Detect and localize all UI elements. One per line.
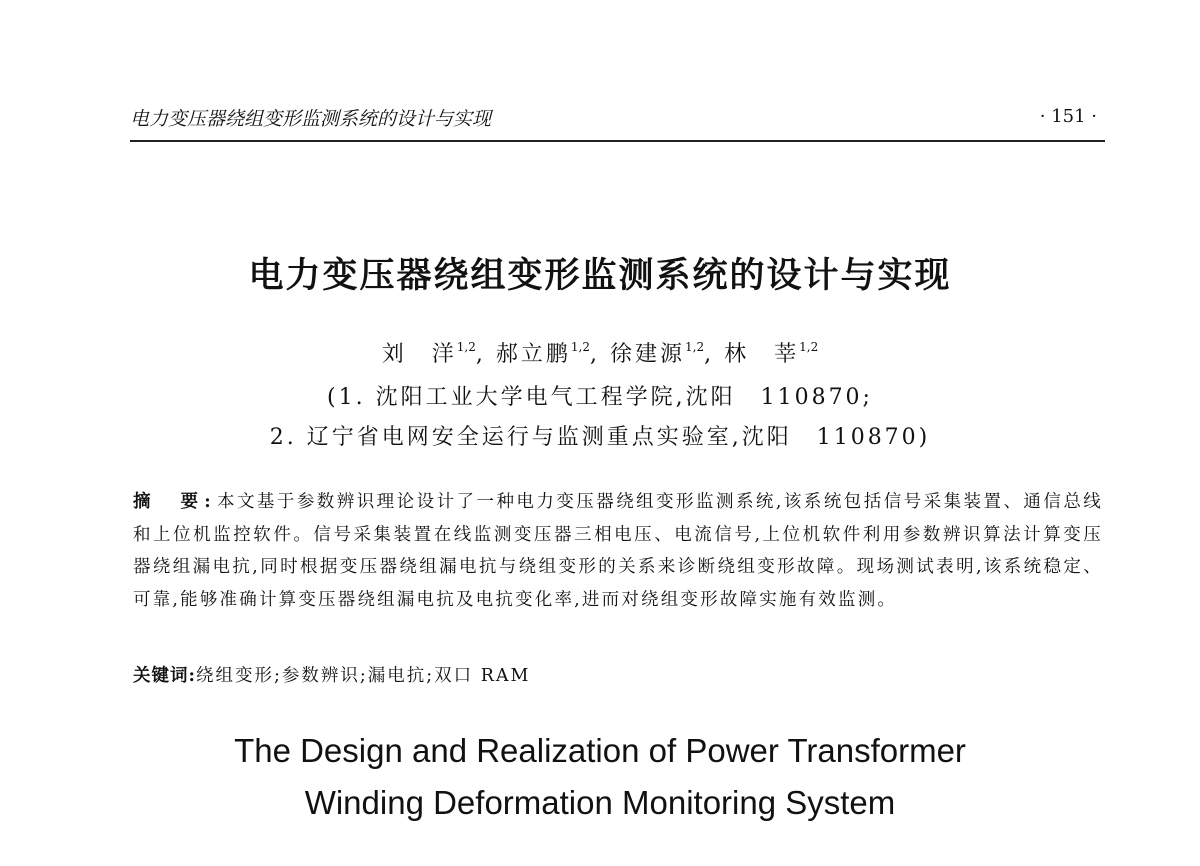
author-name: 郝立鹏 (495, 342, 571, 367)
running-title: 电力变压器绕组变形监测系统的设计与实现 (130, 108, 492, 130)
abstract (133, 486, 1103, 616)
english-title-line-1: The Design and Realization of Power Transformer (234, 732, 966, 769)
author-name: 刘 洋 (381, 342, 457, 367)
keywords (133, 662, 1103, 687)
paper-title: 电力变压器绕组变形监测系统的设计与实现 (248, 255, 952, 296)
author-affiliation: 1,2 (456, 339, 476, 354)
affiliation-line-1: (1. 沈阳工业大学电气工程学院,沈阳 110870; (327, 385, 873, 410)
author-separator: , (590, 342, 600, 367)
author-affiliation: 1,2 (799, 339, 819, 354)
english-title-line-2: Winding Deformation Monitoring System (304, 784, 896, 821)
keywords-text: 绕组变形;参数辨识;漏电抗;双口 RAM (195, 666, 531, 686)
author-affiliation: 1,2 (570, 339, 590, 354)
author-separator: , (475, 342, 486, 367)
author-list (0, 337, 1200, 368)
author-name: 林 莘 (724, 342, 800, 367)
keywords-label: 关键词: (133, 666, 196, 686)
running-header (130, 100, 1105, 142)
abstract-text: 本文基于参数辨识理论设计了一种电力变压器绕组变形监测系统,该系统包括信号采集装置、通信总线和上位机监控软件。信号采集装置在线监测变压器三相电压、电流信号,上位机软件利用参数辨识算法计算变压器绕组漏电抗,同时根据变压器绕组漏电抗与绕组变形的关系来诊断绕组变形故障。现场测试表明,该系统稳定、可靠,能够准确计算变压器绕组漏电抗及电抗变化率,进而对绕组变形故障实施有效监测。 (133, 492, 1103, 610)
page-number: · 151 · (1039, 106, 1097, 127)
abstract-label: 摘 要: (133, 492, 217, 512)
affiliation-line-2: 2. 辽宁省电网安全运行与监测重点实验室,沈阳 110870) (269, 425, 931, 450)
author-affiliation: 1,2 (685, 339, 705, 354)
author-separator: , (704, 342, 715, 367)
author-name: 徐建源 (610, 342, 686, 367)
